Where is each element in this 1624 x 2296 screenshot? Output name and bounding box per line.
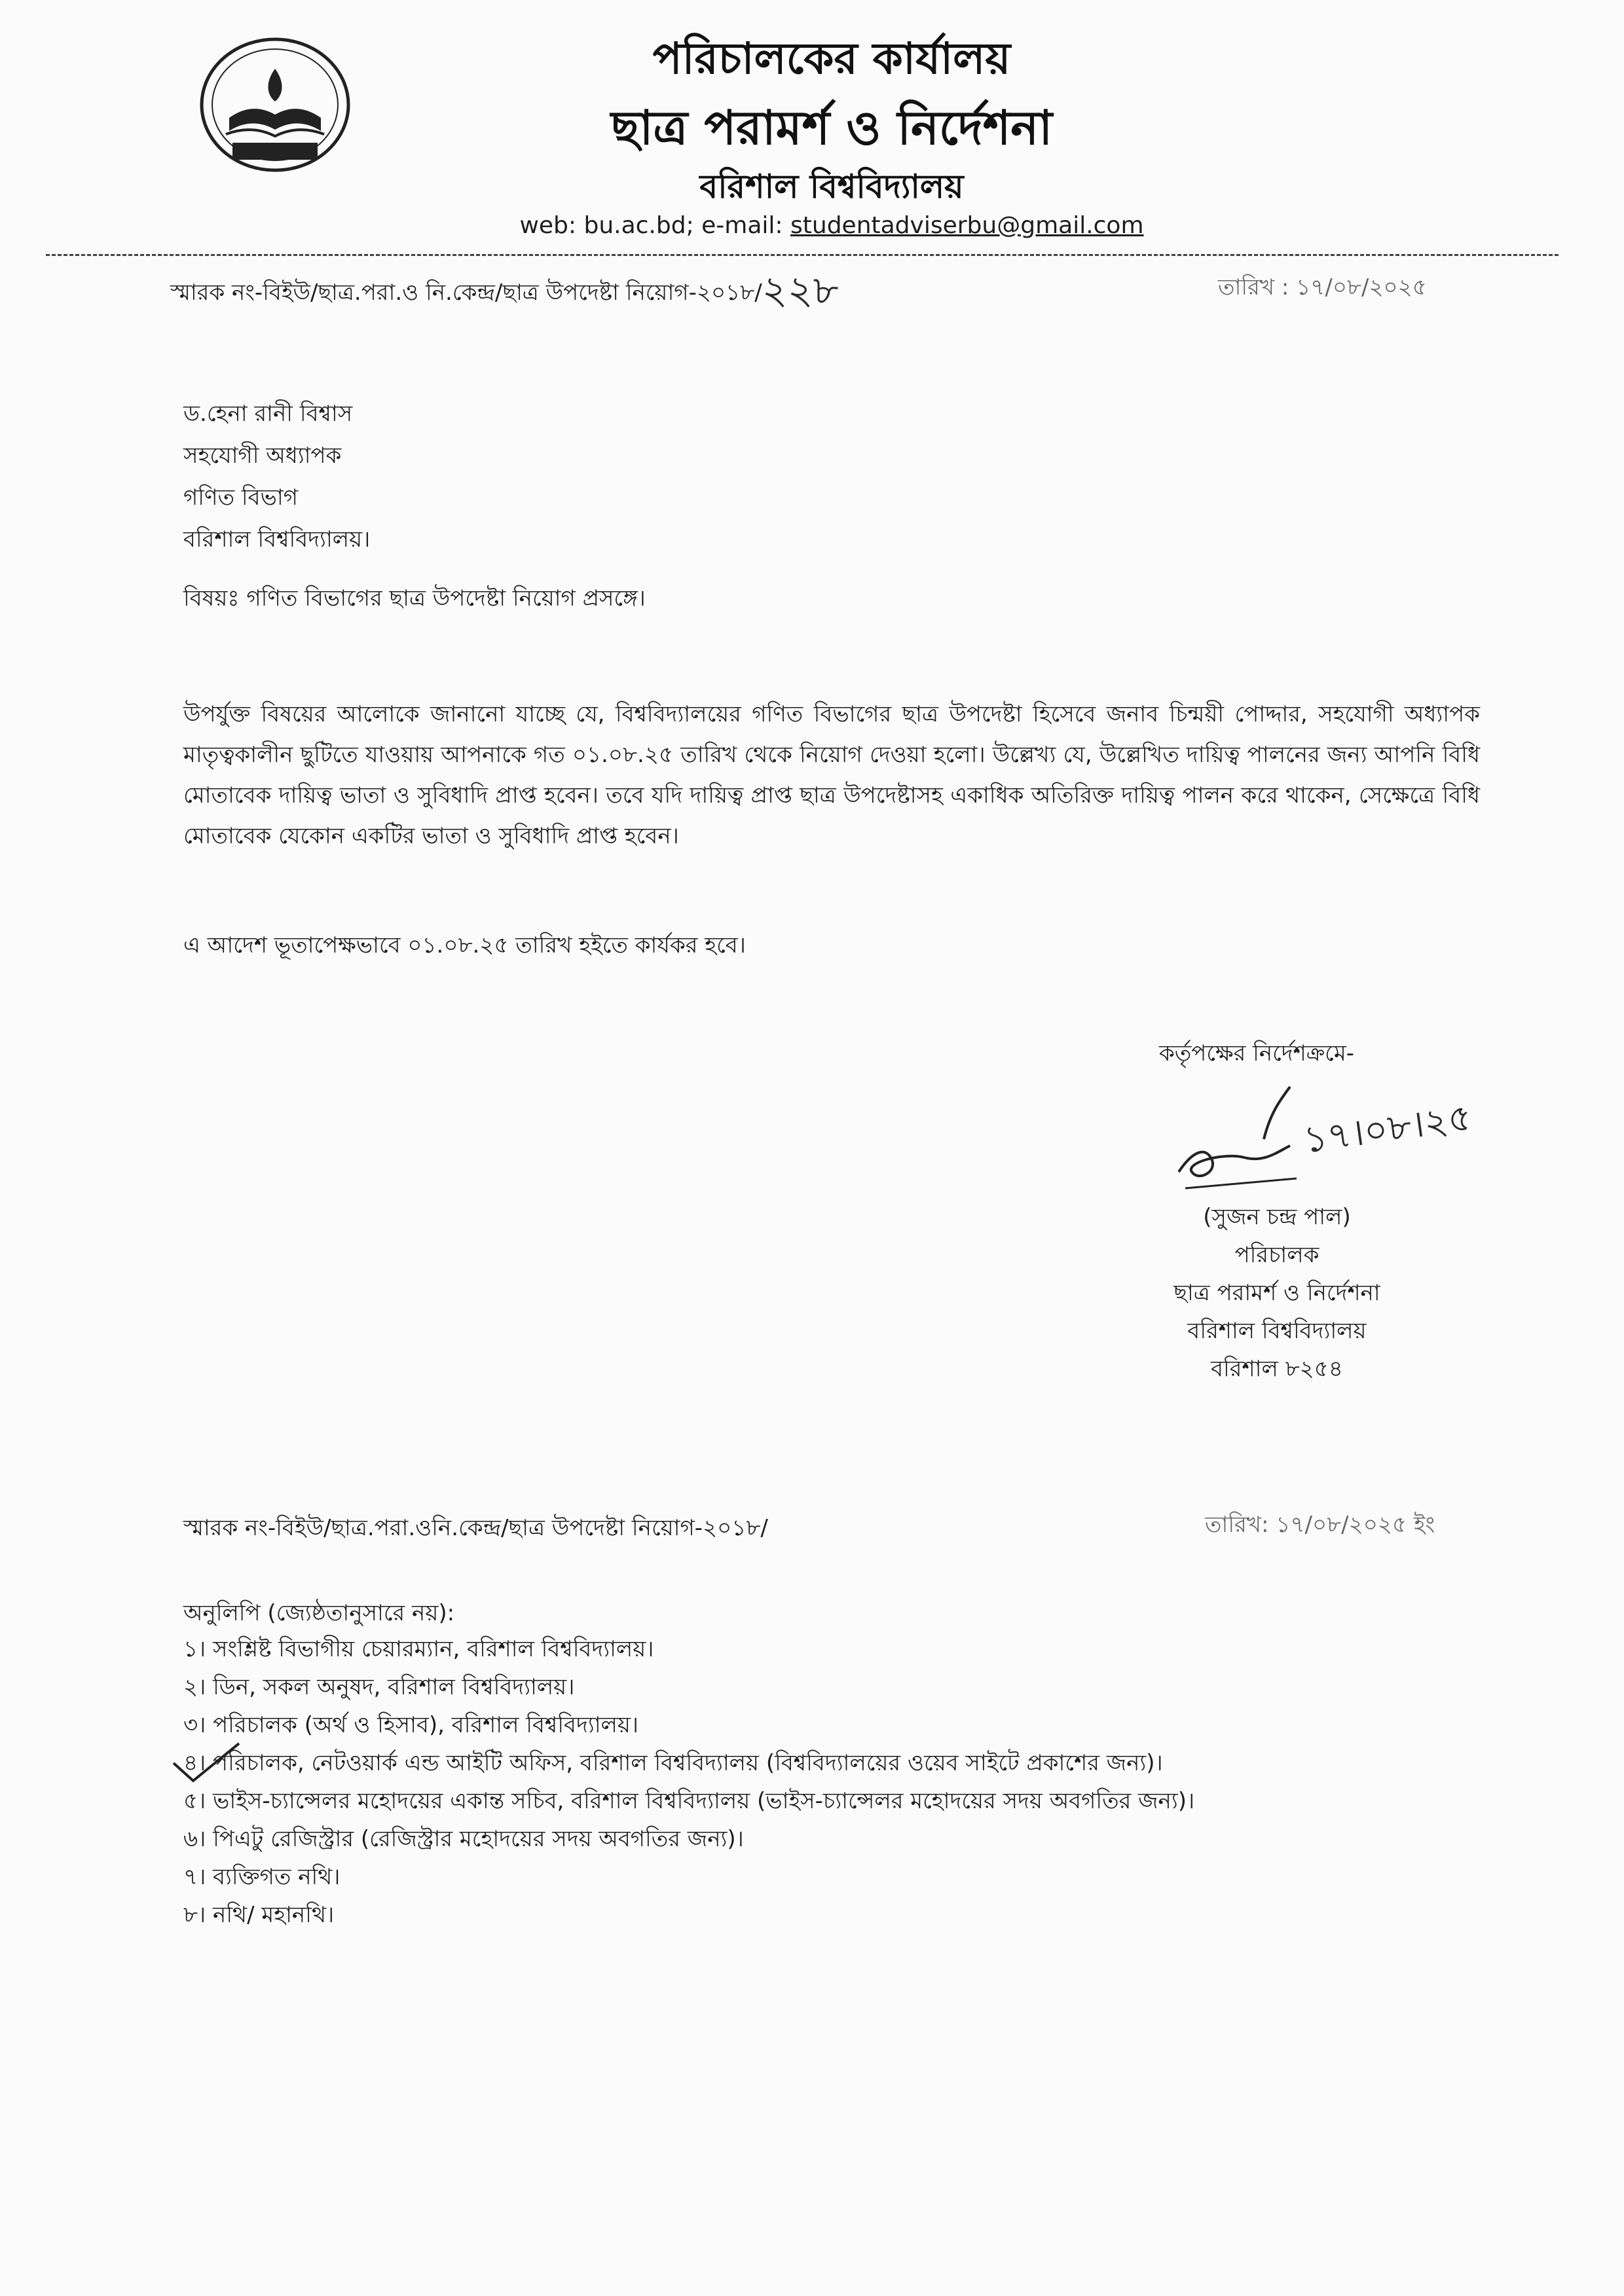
email-link[interactable]: studentadviserbu@gmail.com [790, 212, 1144, 239]
body-paragraph: উপর্যুক্ত বিষয়ের আলোকে জানানো যাচ্ছে যে, বিশ্ববিদ্যালয়ের গণিত বিভাগের ছাত্র উপদেষ্টা হিসেবে জনাব চিন্ময়ী পোদ্দার, সহযোগী অধ্যাপক মাতৃত্বকালীন ছুটিতে যাওয়ায় আপনাকে গত ০১.০৮.২৫ তারিখ থেকে নিয়োগ দেওয়া হলো। উল্লেখ্য যে, উল্লেখিত দায়িত্ব পালনের জন্য আপনি বিধি মোতাবেক দায়িত্ব ভাতা ও সুবিধাদি প্রাপ্ত হবেন। তবে যদি দায়িত্ব প্রাপ্ত ছাত্র উপদেষ্টাসহ একাধিক অতিরিক্ত দায়িত্ব পালন করে থাকেন, সেক্ষেত্রে বিধি মোতাবেক যেকোন একটির ভাতা ও সুবিধাদি প্রাপ্ত হবেন। [183, 701, 1481, 849]
recipient-designation: সহযোগী অধ্যাপক [183, 443, 342, 469]
list-item: ৫। ভাইস-চ্যান্সেলর মহোদয়ের একান্ত সচিব, বরিশাল বিশ্ববিদ্যালয় (ভাইস-চ্যান্সেলর মহোদয়ের সদয় অবগতির জন্য)। [183, 1788, 1195, 1814]
list-item: ৮। নথি/ মহানথি। [183, 1902, 335, 1928]
header-divider [46, 254, 1559, 256]
signatory-dept: ছাত্র পরামর্শ ও নির্দেশনা [1173, 1280, 1380, 1306]
signature-handwritten-date: ১৭।০৮।২৫ [1301, 1096, 1475, 1162]
memo-date: তারিখ : ১৭/০৮/২০২৫ [1218, 274, 1427, 301]
copy-date: তারিখ: ১৭/০৮/২০২৫ ইং [1205, 1512, 1435, 1538]
recipient-name: ড.হেনা রানী বিশ্বাস [183, 401, 353, 427]
list-item-text: ৪। পরিচালক, নেটওয়ার্ক এন্ড আইটি অফিস, বরিশাল বিশ্ববিদ্যালয় (বিশ্ববিদ্যালয়ের ওয়েব সাইটে প্রকাশের জন্য)। [183, 1750, 1163, 1776]
list-item: ২। ডিন, সকল অনুষদ, বরিশাল বিশ্ববিদ্যালয়। [183, 1674, 575, 1700]
copy-heading: অনুলিপি (জ্যেষ্ঠতানুসারে নয়): [183, 1600, 455, 1626]
list-item: ১। সংশ্লিষ্ট বিভাগীয় চেয়ারম্যান, বরিশাল বিশ্ববিদ্যালয়। [183, 1636, 654, 1662]
memo-ref-line [170, 268, 839, 314]
office-title: পরিচালকের কার্যালয় [652, 33, 1011, 84]
recipient-institution: বরিশাল বিশ্ববিদ্যালয়। [183, 526, 371, 553]
signatory-univ: বরিশাল বিশ্ববিদ্যালয় [1187, 1318, 1367, 1344]
by-order-line: কর্তৃপক্ষের নির্দেশক্রমে- [1159, 1040, 1354, 1066]
list-item: ৩। পরিচালক (অর্থ ও হিসাব), বরিশাল বিশ্ববিদ্যালয়। [183, 1712, 639, 1738]
checkmark-icon [170, 1740, 242, 1786]
list-item [183, 1744, 1460, 1782]
signatory-city: বরিশাল ৮২৫৪ [1211, 1356, 1343, 1382]
copy-ref: স্মারক নং-বিইউ/ছাত্র.পরা.ওনি.কেন্দ্র/ছাত্র উপদেষ্টা নিয়োগ-২০১৮/ [183, 1515, 768, 1541]
web-label: web: bu.ac.bd; e-mail: [519, 212, 790, 239]
signature-block [1126, 1198, 1428, 1274]
memo-ref: স্মারক নং-বিইউ/ছাত্র.পরা.ও নি.কেন্দ্র/ছাত্র উপদেষ্টা নিয়োগ-২০১৮/ [170, 280, 762, 306]
signatory-title: পরিচালক [1234, 1242, 1320, 1268]
recipient-block [183, 393, 370, 560]
signatory-name: (সুজন চন্দ্র পাল) [1203, 1204, 1351, 1230]
signature-scribble-icon [1166, 1074, 1323, 1205]
subject-line: বিষয়ঃ গণিত বিভাগের ছাত্র উপদেষ্টা নিয়োগ প্রসঙ্গে। [183, 585, 646, 611]
recipient-department: গণিত বিভাগ [183, 484, 299, 511]
signatory-office [1100, 1274, 1454, 1388]
list-item: ৬। পিএটু রেজিস্ট্রার (রেজিস্ট্রার মহোদয়ের সদয় অবগতির জন্য)। [183, 1826, 744, 1852]
department-title: ছাত্র পরামর্শ ও নির্দেশনা [610, 100, 1053, 155]
copy-list [183, 1630, 1460, 1934]
effective-date-line: এ আদেশ ভূতাপেক্ষভাবে ০১.০৮.২৫ তারিখ হইতে কার্যকর হবে। [183, 932, 746, 958]
university-name: বরিশাল বিশ্ববিদ্যালয় [699, 168, 964, 206]
list-item: ৭। ব্যক্তিগত নথি। [183, 1864, 341, 1890]
memo-ref-handwritten: ২২৮ [762, 268, 839, 314]
university-logo-icon [193, 33, 357, 177]
contact-line [471, 210, 1192, 242]
